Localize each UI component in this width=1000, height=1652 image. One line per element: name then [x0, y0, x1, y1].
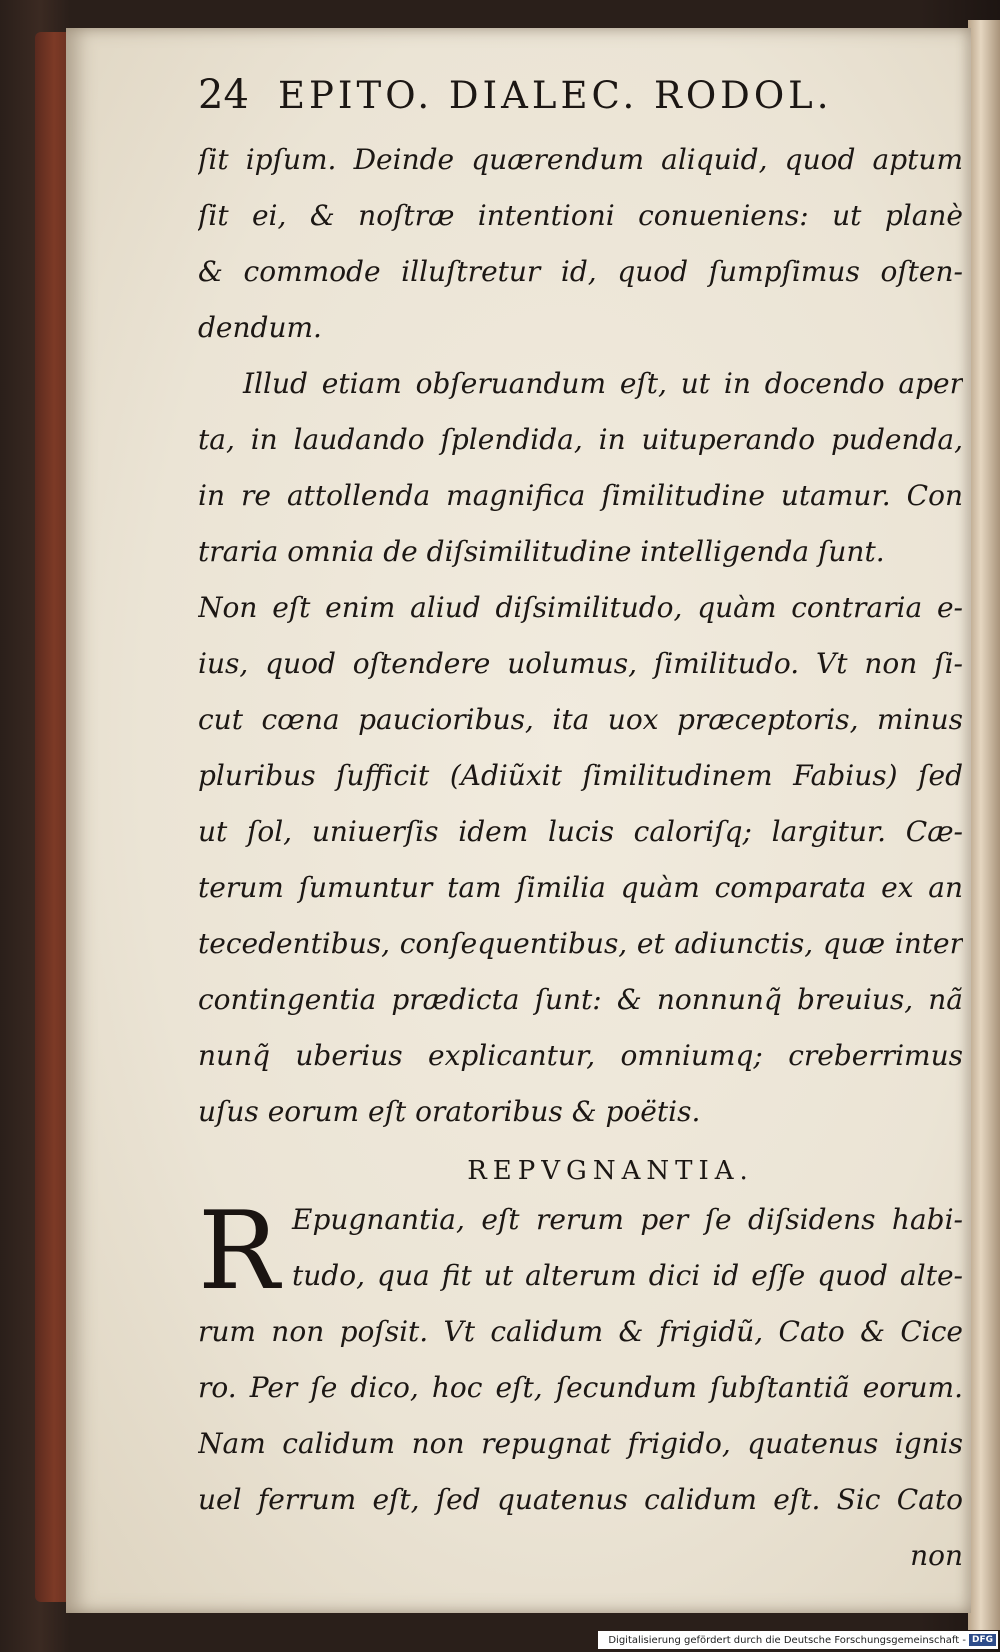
text-line: ſit ei, & noſtræ intentioni conueniens: ut planè: [198, 199, 963, 232]
funding-note: Digitalisierung gefördert durch die Deutsche Forschungsgemeinschaft -: [608, 1634, 966, 1646]
dfg-logo[interactable]: DFG: [969, 1634, 996, 1646]
page-number: 24: [198, 72, 249, 118]
text-line: ro. Per ſe dico, hoc eſt, ſecundum ſubſtantiã eorum.: [198, 1371, 963, 1404]
text-line: tudo, qua fit ut alterum dici id eſſe quod alte-: [292, 1259, 963, 1292]
text-line: dendum.: [198, 311, 322, 344]
drop-cap: R: [198, 1189, 280, 1314]
text-line: Non eſt enim aliud diſsimilitudo, quàm contraria e-: [198, 591, 963, 624]
text-line: ſit ipſum. Deinde quærendum aliquid, quod aptum: [198, 143, 963, 176]
paragraph-2: [198, 356, 963, 1140]
text-line: rum non poſsit. Vt calidum & frigidũ, Cato & Cice: [198, 1315, 963, 1348]
paragraph-1: [198, 132, 963, 356]
text-block: [198, 72, 963, 1584]
text-line: in re attollenda magnifica ſimilitudine utamur. Con: [198, 479, 963, 512]
paragraph-3: [198, 1189, 963, 1528]
funding-footer: [598, 1631, 998, 1649]
text-line: terum ſumuntur tam ſimilia quàm comparata ex an: [198, 871, 963, 904]
text-line: ut ſol, uniuerſis idem lucis caloriſq; largitur. Cæ-: [198, 815, 963, 848]
text-line: Illud etiam obſeruandum eſt, ut in docendo aper: [243, 367, 963, 400]
text-line: Epugnantia, eſt rerum per ſe diſsidens habi-: [292, 1203, 963, 1236]
text-line: nunq̃ uberius explicantur, omniumq; creberrimus: [198, 1039, 963, 1072]
text-line: & commode illuſtretur id, quod ſumpſimus oſten-: [198, 255, 963, 288]
text-line: cut cœna paucioribus, ita uox præceptoris, minus: [198, 703, 963, 736]
text-line: pluribus ſufficit (Adiũxit ſimilitudinem Fabius) ſed: [198, 759, 963, 792]
text-line: contingentia prædicta ſunt: & nonnunq̃ breuius, nã: [198, 983, 963, 1016]
section-heading: REPVGNANTIA.: [467, 1156, 754, 1186]
text-line: traria omnia de diſsimilitudine intelligenda ſunt.: [198, 535, 885, 568]
text-line: tecedentibus, conſequentibus, et adiunctis, quæ inter: [198, 927, 963, 960]
text-line: ta, in laudando ſplendida, in uituperando pudenda,: [198, 423, 963, 456]
running-title: EPITO. DIALEC. RODOL.: [278, 74, 833, 117]
catchword: non: [910, 1539, 963, 1572]
text-line: uel ferrum eſt, ſed quatenus calidum eſt. Sic Cato: [198, 1483, 963, 1516]
page-edge: [968, 20, 1000, 1630]
text-line: ius, quod oſtendere uolumus, ſimilitudo. Vt non ſi-: [198, 647, 963, 680]
text-line: Nam calidum non repugnat frigido, quatenus ignis: [198, 1427, 963, 1460]
running-head: [198, 72, 963, 132]
text-line: uſus eorum eſt oratoribus & poëtis.: [198, 1095, 701, 1128]
